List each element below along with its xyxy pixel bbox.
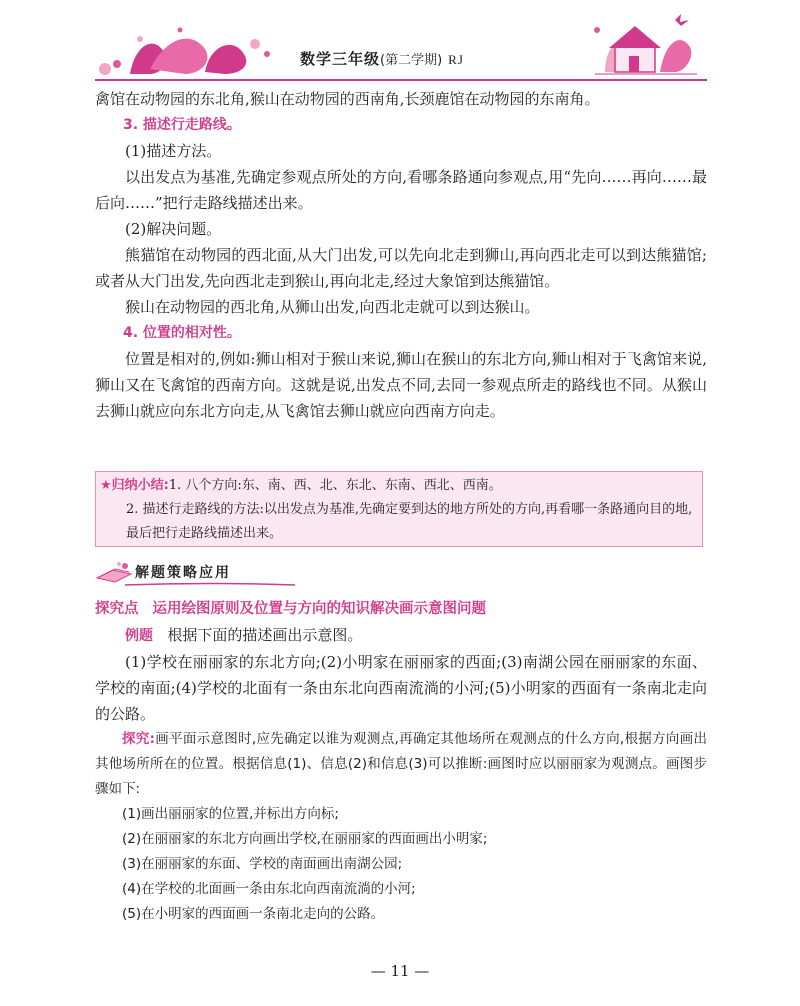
summary-label: ★归纳小结: [100, 478, 169, 493]
step-item: (1)画出丽丽家的位置,并标出方向标; [122, 806, 339, 822]
book-icon [95, 560, 135, 584]
example-text: (1)学校在丽丽家的东北方向;(2)小明家在丽丽家的西面;(3)南湖公园在丽丽家的东面、学校的南面;(4)学校的北面有一条由东北向西南流淌的小河;(5)小明家的西面有一条南北走向的公路。 [95, 653, 707, 723]
paragraph-solve-2: 猴山在动物园的西北角,从狮山出发,向西北走就可以到达猴山。 [125, 298, 540, 316]
subheading-method: (1)描述方法。 [125, 142, 222, 160]
summary-item-1: 1. 八个方向:东、南、西、北、东北、东南、西北、西南。 [168, 478, 502, 493]
summary-item-2: 2. 描述行走路线的方法:以出发点为基准,先确定要到达的地方所处的方向,再看哪一条路通向目的地,最后把行走路线描述出来。 [126, 502, 693, 541]
step-item: (3)在丽丽家的东面、学校的南面画出南湖公园; [122, 856, 403, 872]
explore-point-heading [95, 597, 486, 618]
page-number: — 11 — [370, 962, 430, 980]
explore-text: 画平面示意图时,应先确定以谁为观测点,再确定其他场所在观测点的什么方向,根据方向画出其他场所所在的位置。根据信息(1)、信息(2)和信息(3)可以推断:画图时应以丽丽家为观测点。画图步骤如下: [95, 731, 707, 797]
step-item: (5)在小明家的西面画一条南北走向的公路。 [122, 906, 385, 922]
section-banner [95, 560, 295, 584]
summary-line-1 [100, 474, 698, 498]
explore-paragraph [95, 727, 707, 802]
paragraph-solve-1: 熊猫馆在动物园的西北面,从大门出发,可以先向北走到狮山,再向西北走可以到达熊猫馆;或者从大门出发,先向西北走到猴山,再向北走,经过大象馆到达熊猫馆。 [95, 246, 707, 290]
paragraph-continuation: 禽馆在动物园的东北角,猴山在动物园的西南角,长颈鹿馆在动物园的东南角。 [95, 90, 600, 108]
subheading-solve: (2)解决问题。 [125, 220, 222, 238]
header-title [300, 48, 464, 69]
summary-box [95, 471, 703, 547]
heading-relativity: 4. 位置的相对性。 [123, 325, 241, 341]
example-prompt: 根据下面的描述画出示意图。 [167, 626, 363, 644]
example-content [95, 622, 707, 927]
step-item: (4)在学校的北面画一条由东北向西南流淌的小河; [122, 881, 416, 897]
edition-label: RJ [448, 52, 464, 67]
section-banner-title: 解题策略应用 [135, 565, 231, 581]
house-decoration-icon [585, 12, 705, 80]
semester-label: (第二学期) [380, 53, 443, 68]
header-divider [95, 79, 707, 81]
example-label: 例题 [125, 628, 153, 644]
book-title: 数学三年级 [300, 50, 381, 68]
explore-label: 探究: [122, 731, 155, 747]
paragraph-relativity: 位置是相对的,例如:狮山相对于猴山来说,狮山在猴山的东北方向,狮山相对于飞禽馆来说,狮山又在飞禽馆的西南方向。这就是说,出发点不同,去同一参观点所走的路线也不同。从猴山去狮山就应向东北方向走,从飞禽馆去狮山就应向西南方向走。 [95, 350, 707, 420]
step-item: (2)在丽丽家的东北方向画出学校,在丽丽家的西面画出小明家; [122, 831, 488, 847]
explore-point-label: 探究点 [95, 601, 139, 617]
paragraph-method: 以出发点为基准,先确定参观点所处的方向,看哪条路通向参观点,用“先向……再向……最后向……”把行走路线描述出来。 [95, 168, 707, 212]
example-heading [95, 622, 707, 649]
banner-underline [125, 582, 295, 588]
explore-point-title: 运用绘图原则及位置与方向的知识解决画示意图问题 [152, 601, 486, 617]
page-header [0, 0, 800, 86]
heading-describe-route: 3. 描述行走路线。 [123, 117, 241, 133]
main-content [95, 86, 707, 424]
flower-decoration-icon [95, 24, 285, 80]
